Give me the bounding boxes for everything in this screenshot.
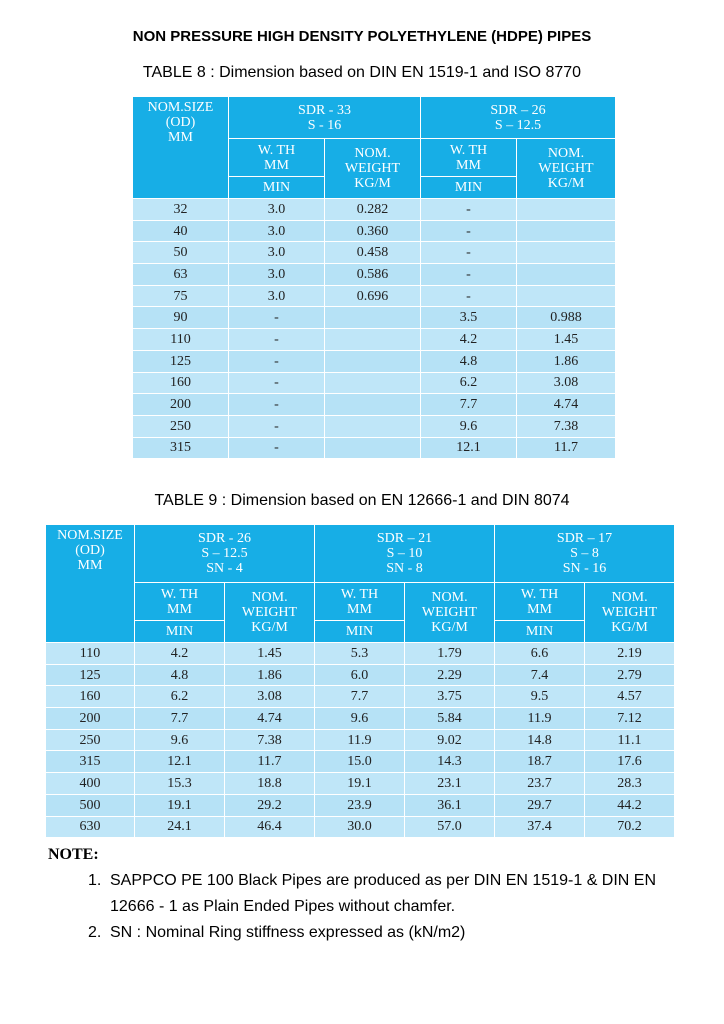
table-cell: -	[229, 329, 325, 351]
table-cell: 3.0	[229, 285, 325, 307]
nom-size-cell: 315	[133, 437, 229, 459]
table-cell: 11.7	[225, 751, 315, 773]
nom-weight-header: NOM. WEIGHT KG/M	[405, 583, 495, 643]
table-row	[133, 394, 616, 416]
table-cell: 4.8	[135, 664, 225, 686]
table-cell: 4.8	[421, 350, 517, 372]
table-cell: 7.7	[315, 686, 405, 708]
nom-size-header: NOM.SIZE (OD) MM	[133, 97, 229, 199]
table-cell: 7.7	[421, 394, 517, 416]
table-cell: 9.6	[135, 729, 225, 751]
nom-size-cell: 160	[133, 372, 229, 394]
table-row	[46, 708, 675, 730]
table-cell	[325, 329, 421, 351]
table-row	[133, 220, 616, 242]
table-cell: 29.7	[495, 794, 585, 816]
wall-thickness-header: W. TH MM	[315, 583, 405, 621]
table-cell: -	[421, 199, 517, 221]
nom-size-cell: 110	[133, 329, 229, 351]
table-cell: 9.6	[421, 415, 517, 437]
table-cell	[325, 415, 421, 437]
table-row	[133, 264, 616, 286]
note-text: SN : Nominal Ring stiffness expressed as (kN/m2)	[110, 924, 466, 941]
table-cell: 23.9	[315, 794, 405, 816]
nom-weight-header: NOM. WEIGHT KG/M	[585, 583, 675, 643]
table-cell	[517, 264, 616, 286]
table-cell: 19.1	[315, 773, 405, 795]
table-cell: 11.1	[585, 729, 675, 751]
table-cell: 11.9	[495, 708, 585, 730]
note-list	[88, 868, 698, 946]
table-cell: -	[421, 285, 517, 307]
note-item	[88, 920, 698, 946]
table-row	[133, 415, 616, 437]
nom-size-cell: 200	[46, 708, 135, 730]
table-cell: 11.7	[517, 437, 616, 459]
sdr-17-group-header: SDR – 17 S – 8 SN - 16	[495, 525, 675, 583]
table-cell: 7.38	[225, 729, 315, 751]
nom-size-cell: 200	[133, 394, 229, 416]
table-cell: 1.86	[225, 664, 315, 686]
table-row	[46, 794, 675, 816]
nom-weight-header: NOM. WEIGHT KG/M	[225, 583, 315, 643]
table-cell: 6.2	[135, 686, 225, 708]
nom-size-cell: 500	[46, 794, 135, 816]
table-cell: 9.6	[315, 708, 405, 730]
table-cell: 9.5	[495, 686, 585, 708]
table-cell: 4.2	[135, 643, 225, 665]
table-cell: 7.12	[585, 708, 675, 730]
sdr-21-group-header: SDR – 21 S – 10 SN - 8	[315, 525, 495, 583]
sdr-26-group-header: SDR – 26 S – 12.5	[421, 97, 616, 139]
table-cell: 4.2	[421, 329, 517, 351]
table-cell: 6.2	[421, 372, 517, 394]
nom-size-cell: 63	[133, 264, 229, 286]
table-cell	[325, 372, 421, 394]
table-cell: 3.08	[517, 372, 616, 394]
table-cell: 23.7	[495, 773, 585, 795]
nom-size-cell: 250	[46, 729, 135, 751]
table-cell: 2.79	[585, 664, 675, 686]
table-9	[45, 524, 675, 838]
table-cell: 1.45	[517, 329, 616, 351]
table-cell: 1.86	[517, 350, 616, 372]
table-cell: 5.3	[315, 643, 405, 665]
table-cell: 14.3	[405, 751, 495, 773]
table-cell: -	[421, 242, 517, 264]
min-label: MIN	[315, 621, 405, 643]
table-8	[132, 96, 616, 459]
table-cell: 46.4	[225, 816, 315, 838]
table-cell: 9.02	[405, 729, 495, 751]
table-cell: -	[229, 372, 325, 394]
table-row	[46, 729, 675, 751]
table-cell: 57.0	[405, 816, 495, 838]
table-cell: 0.282	[325, 199, 421, 221]
nom-size-cell: 125	[133, 350, 229, 372]
note-number: 1.	[88, 872, 102, 889]
table-cell	[517, 285, 616, 307]
table-cell: 3.0	[229, 220, 325, 242]
nom-size-cell: 75	[133, 285, 229, 307]
table-cell: -	[421, 220, 517, 242]
nom-size-cell: 125	[46, 664, 135, 686]
table-row	[46, 664, 675, 686]
table-cell: 3.5	[421, 307, 517, 329]
table-cell: 3.08	[225, 686, 315, 708]
sdr-33-group-header: SDR - 33 S - 16	[229, 97, 421, 139]
table-cell: 18.7	[495, 751, 585, 773]
table-row	[133, 372, 616, 394]
nom-size-cell: 110	[46, 643, 135, 665]
table-cell: -	[229, 437, 325, 459]
table-row	[133, 329, 616, 351]
table-cell	[325, 394, 421, 416]
nom-weight-header: NOM. WEIGHT KG/M	[325, 139, 421, 199]
table-cell: 0.586	[325, 264, 421, 286]
table-cell	[325, 350, 421, 372]
table-cell: 44.2	[585, 794, 675, 816]
table-9-caption: TABLE 9 : Dimension based on EN 12666-1 and DIN 8074	[154, 492, 570, 509]
min-label: MIN	[495, 621, 585, 643]
wall-thickness-header: W. TH MM	[135, 583, 225, 621]
table-cell: 37.4	[495, 816, 585, 838]
table-cell: 23.1	[405, 773, 495, 795]
table-cell: 3.0	[229, 199, 325, 221]
min-label: MIN	[229, 177, 325, 199]
nom-size-cell: 50	[133, 242, 229, 264]
table-cell: 3.0	[229, 242, 325, 264]
table-cell: 5.84	[405, 708, 495, 730]
table-row	[133, 285, 616, 307]
table-row	[46, 643, 675, 665]
note-title: NOTE:	[48, 846, 99, 863]
table-row	[133, 350, 616, 372]
nom-size-cell: 400	[46, 773, 135, 795]
table-cell: 7.38	[517, 415, 616, 437]
table-row	[133, 307, 616, 329]
table-cell: 15.0	[315, 751, 405, 773]
table-cell: 30.0	[315, 816, 405, 838]
table-cell: 4.74	[517, 394, 616, 416]
table-cell: 24.1	[135, 816, 225, 838]
nom-size-cell: 250	[133, 415, 229, 437]
table-cell: 17.6	[585, 751, 675, 773]
table-cell: 11.9	[315, 729, 405, 751]
table-cell: 0.696	[325, 285, 421, 307]
table-cell: 7.7	[135, 708, 225, 730]
table-cell: 4.57	[585, 686, 675, 708]
nom-size-header: NOM.SIZE (OD) MM	[46, 525, 135, 643]
table-cell	[325, 437, 421, 459]
table-cell: 12.1	[421, 437, 517, 459]
page-title: NON PRESSURE HIGH DENSITY POLYETHYLENE (HDPE) PIPES	[132, 28, 592, 45]
table-cell: 3.75	[405, 686, 495, 708]
min-label: MIN	[421, 177, 517, 199]
table-cell: 12.1	[135, 751, 225, 773]
table-row	[46, 751, 675, 773]
table-cell: 6.0	[315, 664, 405, 686]
table-cell: 28.3	[585, 773, 675, 795]
table-cell: 1.45	[225, 643, 315, 665]
table-cell: -	[229, 307, 325, 329]
nom-size-cell: 90	[133, 307, 229, 329]
table-cell: 0.458	[325, 242, 421, 264]
wall-thickness-header: W. TH MM	[495, 583, 585, 621]
table-cell: 6.6	[495, 643, 585, 665]
note-item	[88, 868, 698, 920]
table-8-caption: TABLE 8 : Dimension based on DIN EN 1519-1 and ISO 8770	[142, 64, 582, 81]
nom-size-cell: 630	[46, 816, 135, 838]
sdr-26-group-header: SDR - 26 S – 12.5 SN - 4	[135, 525, 315, 583]
table-cell	[517, 242, 616, 264]
table-cell: 3.0	[229, 264, 325, 286]
table-cell: 36.1	[405, 794, 495, 816]
nom-size-cell: 160	[46, 686, 135, 708]
table-cell	[325, 307, 421, 329]
table-cell: -	[229, 415, 325, 437]
nom-size-cell: 32	[133, 199, 229, 221]
table-row	[46, 816, 675, 838]
table-row	[133, 437, 616, 459]
nom-weight-header: NOM. WEIGHT KG/M	[517, 139, 616, 199]
nom-size-cell: 40	[133, 220, 229, 242]
table-cell: 29.2	[225, 794, 315, 816]
table-cell: 14.8	[495, 729, 585, 751]
table-cell: -	[421, 264, 517, 286]
table-cell: 18.8	[225, 773, 315, 795]
table-cell: 0.360	[325, 220, 421, 242]
table-cell: 1.79	[405, 643, 495, 665]
table-row	[133, 242, 616, 264]
wall-thickness-header: W. TH MM	[421, 139, 517, 177]
table-cell: 2.19	[585, 643, 675, 665]
table-cell: 15.3	[135, 773, 225, 795]
table-cell: 2.29	[405, 664, 495, 686]
note-text: SAPPCO PE 100 Black Pipes are produced as per DIN EN 1519-1 & DIN EN 12666 - 1 as Plain Ended Pipes without chamfer.	[110, 872, 657, 915]
table-cell: 0.988	[517, 307, 616, 329]
note-number: 2.	[88, 924, 102, 941]
table-cell: 7.4	[495, 664, 585, 686]
table-cell: -	[229, 394, 325, 416]
table-row	[46, 773, 675, 795]
wall-thickness-header: W. TH MM	[229, 139, 325, 177]
table-row	[46, 686, 675, 708]
table-row	[133, 199, 616, 221]
min-label: MIN	[135, 621, 225, 643]
nom-size-cell: 315	[46, 751, 135, 773]
table-cell: 19.1	[135, 794, 225, 816]
table-cell: 70.2	[585, 816, 675, 838]
table-cell	[517, 199, 616, 221]
table-cell: -	[229, 350, 325, 372]
table-cell: 4.74	[225, 708, 315, 730]
table-cell	[517, 220, 616, 242]
